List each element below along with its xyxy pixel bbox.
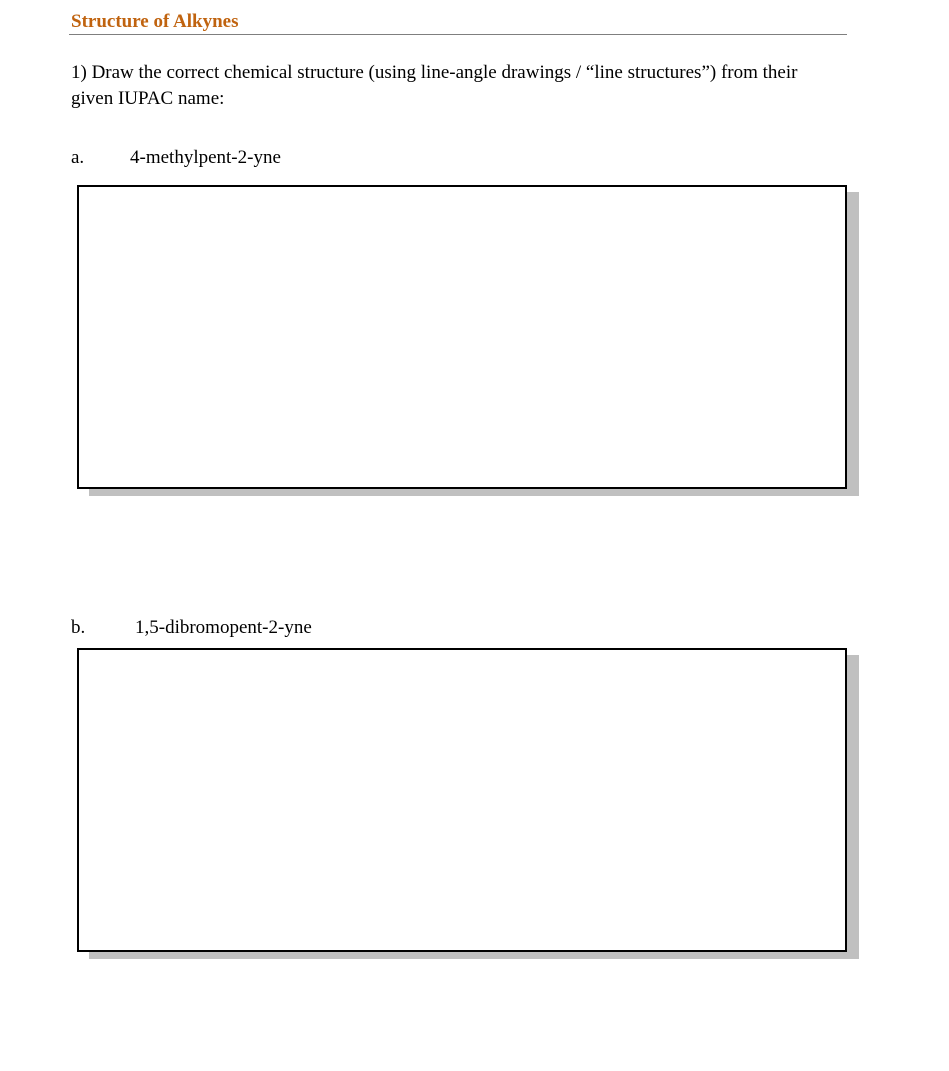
- item-b-letter: b.: [71, 617, 86, 638]
- item-a-name: 4-methylpent-2-yne: [130, 147, 281, 168]
- question-text: 1) Draw the correct chemical structure (using line-angle drawings / “line structures”) from their given IUPAC name:: [71, 62, 798, 109]
- item-a-letter: a.: [71, 147, 85, 168]
- section-title: Structure of Alkynes: [71, 11, 239, 32]
- title-underline: [69, 34, 847, 35]
- answer-box-a[interactable]: [77, 185, 847, 489]
- item-b-name: 1,5-dibromopent-2-yne: [135, 617, 312, 638]
- answer-box-b[interactable]: [77, 648, 847, 952]
